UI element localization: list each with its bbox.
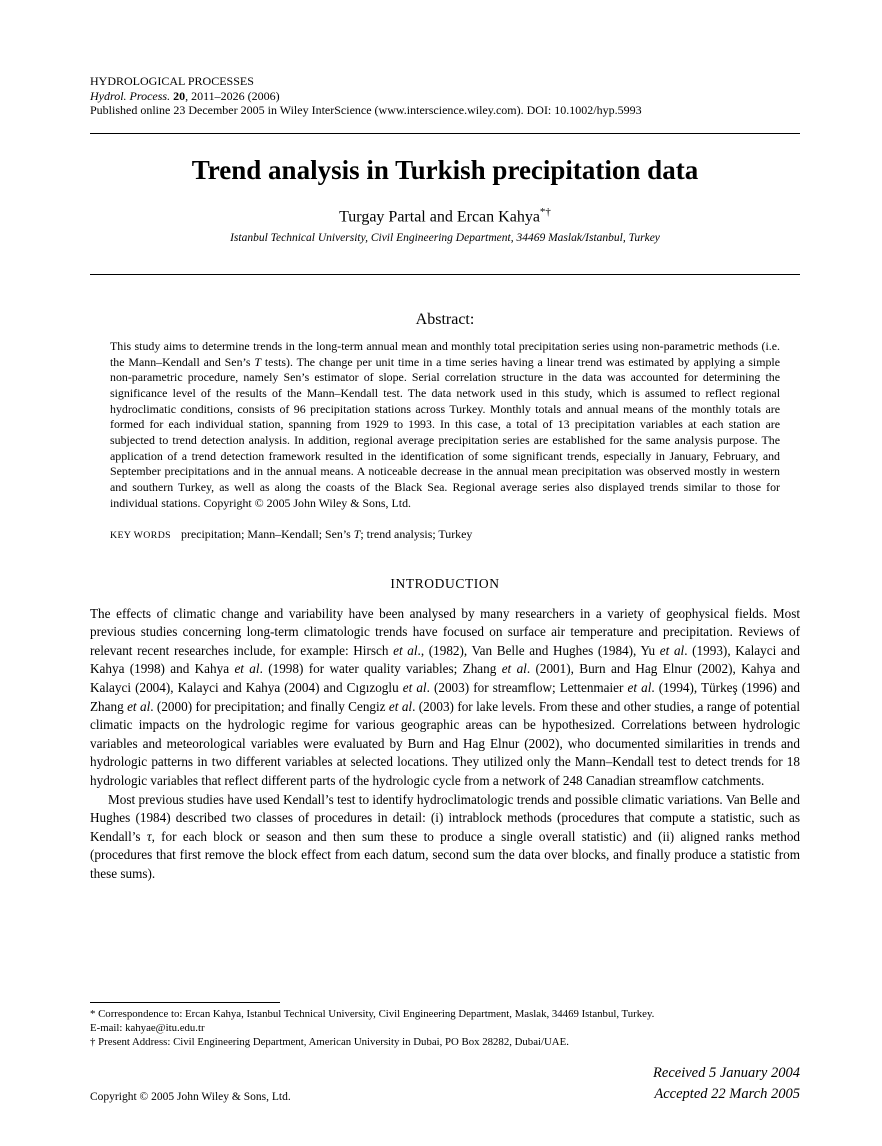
citation-volume: 20: [173, 88, 186, 103]
accepted-date: Accepted 22 March 2005: [654, 1086, 800, 1103]
manuscript-dates: [653, 1063, 800, 1105]
abstract-heading: Abstract:: [415, 310, 475, 328]
keywords-text: precipitation; Mann–Kendall; Sen’s T; trend analysis; Turkey: [181, 526, 473, 541]
paper-title: Trend analysis in Turkish precipitation data: [191, 154, 699, 185]
journal-header: [90, 74, 800, 118]
journal-citation: [90, 89, 800, 104]
citation-journal-abbrev: Hydrol. Process.: [90, 88, 171, 103]
section-heading-introduction: INTRODUCTION: [390, 575, 500, 591]
copyright-line: Copyright © 2005 John Wiley & Sons, Ltd.: [90, 1091, 291, 1104]
page-footer: [90, 1063, 800, 1105]
authors-line: [90, 206, 800, 226]
author-names: Turgay Partal and Ercan Kahya: [339, 207, 540, 225]
abstract-text: This study aims to determine trends in the long-term annual mean and monthly total precipitation series using non-parametric methods (i.e. the Mann–Kendall and Sen’s T tests). The change per unit time in a time series having a linear trend was estimated by applying a simple non-parametric procedure, namely Sen’s estimator of slope. Serial correlation structure in the data was accounted for determining the significance level of the results of the Mann–Kendall test. The data network used in this study, which is assumed to reflect regional hydroclimatic conditions, consists of 96 precipitation stations across Turkey. Monthly totals and annual means of the monthly totals are formed for each individual station, spanning from 1929 to 1993. In this case, a total of 13 precipitation variables at each station are subjected to trend detection analysis. In addition, regional average precipitation series are established for the same analysis purpose. The application of a trend detection framework resulted in the identification of some significant trends, especially in January, February, and September precipitations and in the annual means. A noticeable decrease in the annual mean precipitation was observed mostly in western and southern Turkey, as well as along the coasts of the Black Sea. Regional average series also displayed trends similar to those for individual stations. Copyright © 2005 John Wiley & Sons, Ltd.: [110, 338, 780, 510]
top-rule: [90, 133, 800, 134]
citation-pages: , 2011–2026 (2006): [185, 88, 280, 103]
intro-paragraph-1: The effects of climatic change and variability have been analysed by many researchers in a variety of geophysical fields. Most previous studies concerning long-term climatologic trends have focused on surface air temperature and precipitation. Reviews of relevant recent researches include, for example: Hirsch et al., (1982), Van Belle and Hughes (1984), Yu et al. (1993), Kalayci and Kahya (1998) and Kahya et al. (1998) for water quality variables; Zhang et al. (2001), Burn and Hag Elnur (2002), Kahya and Kalayci (2004), Kalayci and Kahya (2004) and Cıgızoglu et al. (2003) for streamflow; Lettenmaier et al. (1994), Türkeş (1996) and Zhang et al. (2000) for precipitation; and finally Cengiz et al. (2003) for lake levels. From these and other studies, a range of potential climatic impacts on the hydrologic regime for various geographic areas can be hypothesized. Correlations between hydrologic variables and meteorological variables were evaluated by Burn and Hag Elnur (2002), who documented similarities in trends and hydrologic patterns in two different variables at selected locations. They utilized only the Mann–Kendall test to detect trends for 18 hydrologic variables that reflect different parts of the hydrologic cycle from a network of 248 Canadian streamflow catchments.: [90, 605, 801, 788]
keywords-label: KEY WORDS: [110, 529, 172, 541]
keywords-line: [90, 527, 800, 542]
received-date: Received 5 January 2004: [653, 1065, 800, 1082]
journal-name: HYDROLOGICAL PROCESSES: [90, 74, 254, 88]
affiliation: Istanbul Technical University, Civil Engineering Department, 34469 Maslak/Istanbul, Turkey: [230, 231, 660, 244]
footnote-email: E-mail: kahyae@itu.edu.tr: [90, 1021, 205, 1034]
mid-rule: [90, 274, 800, 275]
footnote-present-address: † Present Address: Civil Engineering Department, American University in Dubai, PO Box 28282, Dubai/UAE.: [90, 1035, 569, 1048]
footnote-correspondence: * Correspondence to: Ercan Kahya, Istanbul Technical University, Civil Engineering Department, Maslak, 34469 Istanbul, Turkey.: [90, 1008, 655, 1020]
intro-paragraph-2: Most previous studies have used Kendall’s test to identify hydroclimatologic trends and possible climatic variations. Van Belle and Hughes (1984) described two classes of procedures in detail: (i) intrablock methods (procedures that compute a statistic, such as Kendall’s τ, for each block or season and then sum these to produce a single overall statistic) and (ii) aligned ranks method (procedures that first remove the block effect from each datum, second sum the data over blocks, and finally produce a statistic from these sums).: [90, 791, 801, 881]
published-online-line: Published online 23 December 2005 in Wiley InterScience (www.interscience.wiley.com). DOI: 10.1002/hyp.5993: [90, 103, 642, 117]
footnote-rule: [90, 1002, 280, 1003]
author-footnote-marks: *†: [539, 205, 551, 218]
footnotes: [90, 1008, 800, 1049]
page-bottom-block: [90, 1002, 800, 1105]
